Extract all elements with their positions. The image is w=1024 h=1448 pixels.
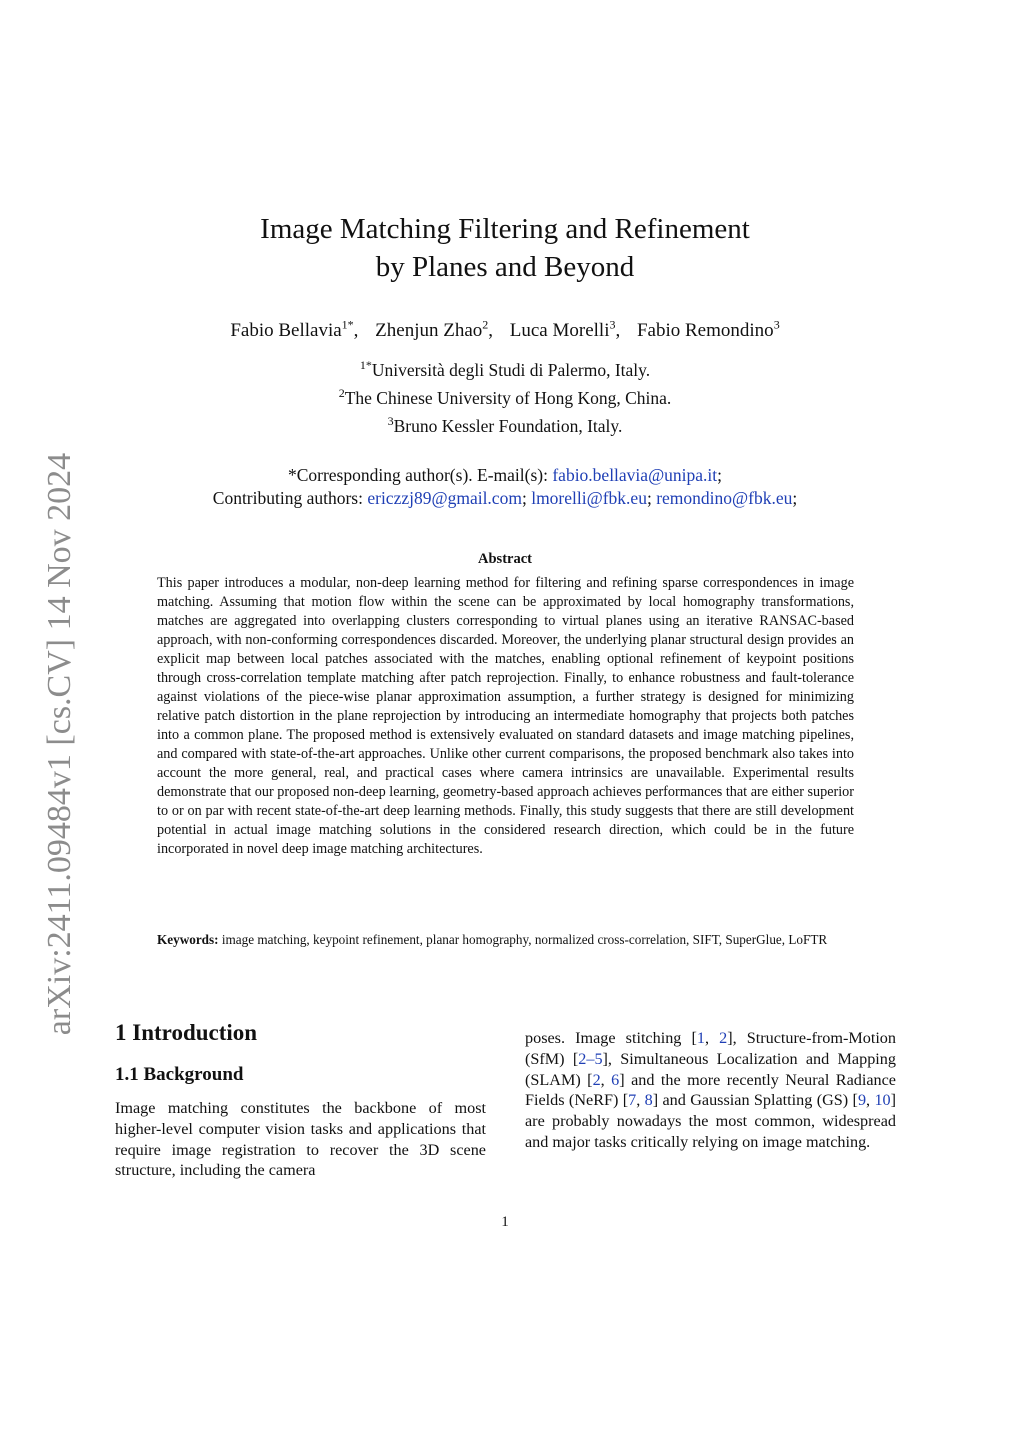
author-list [0,318,1010,342]
author-sep: , [488,320,494,342]
affiliation-text: The Chinese University of Hong Kong, China. [344,387,672,408]
citation-link[interactable]: 2 [592,1070,601,1089]
subsection-heading: 1.1 Background [115,1064,244,1085]
author-sup: 3 [609,318,616,332]
keywords-label: Keywords: [157,932,219,947]
page-number: 1 [501,1214,509,1230]
author [375,320,493,341]
affiliation-sup: 3 [387,413,394,428]
author-name: Fabio Remondino [636,320,774,342]
citation-link[interactable]: 9 [857,1091,867,1110]
arxiv-identifier: arXiv:2411.09484v1 [cs.CV] 14 Nov 2024 [41,452,78,1036]
body-text: , [866,1091,875,1110]
contributing-email-link[interactable]: lmorelli@fbk.eu [531,488,647,508]
contact-block [0,464,1010,510]
author-sup: 2 [482,318,489,332]
author-name: Luca Morelli [509,320,610,342]
body-text: ] and Gaussian Splatting (GS) [ [652,1091,858,1110]
author [510,320,620,341]
body-text: ] are probably nowadays the most common, widespread and major tasks critically relying on image matching. [525,1091,897,1151]
title-line-2: by Planes and Beyond [375,251,635,283]
citation-link[interactable]: 6 [611,1070,620,1089]
affiliation-sup: 1* [359,358,372,372]
citation-link[interactable]: 8 [644,1091,653,1110]
affiliation-sup: 2 [338,385,345,400]
affiliation-text: Bruno Kessler Foundation, Italy. [393,415,623,436]
citation-link[interactable]: 7 [628,1091,637,1110]
keywords [157,932,854,948]
abstract-heading: Abstract [478,551,532,567]
body-column-left: Image matching constitutes the backbone of most higher-level computer vision tasks and applications that require image registration to recover the 3D scene structure, including the camera [115,1099,486,1180]
body-text: , [600,1070,612,1089]
author-sup: 3 [773,318,780,332]
citation-link[interactable]: 10 [874,1091,891,1110]
author [637,320,780,341]
citation-link[interactable]: 2 [719,1029,728,1047]
body-text: , [704,1029,720,1047]
keywords-text: image matching, keypoint refinement, planar homography, normalized cross-correlation, SIFT, SuperGlue, LoFTR [221,932,828,947]
affiliation [0,354,1010,382]
section-heading: 1 Introduction [115,1020,258,1045]
affiliations [0,354,1010,437]
body-column-right [525,1028,896,1153]
contributing-label: Contributing authors: [212,488,363,508]
contributing-line: Contributing authors: ericzzj89@gmail.com; lmorelli@fbk.eu; remondino@fbk.eu; [212,488,798,508]
contributing-email-link[interactable]: ericzzj89@gmail.com [367,488,522,508]
body-text: , [636,1091,645,1110]
citation-link[interactable]: 1 [696,1029,705,1047]
title-line-1: Image Matching Filtering and Refinement [260,213,750,245]
affiliation [0,410,1010,438]
affiliation [0,382,1010,410]
author-name: Zhenjun Zhao [375,320,483,342]
body-text: ], Simultaneous Localization and Mapping (SLAM) [ [525,1049,896,1089]
body-text: poses. Image stitching [ [525,1029,697,1047]
author-sep: , [353,320,359,342]
paper-title [0,210,1010,286]
corresponding-line: *Corresponding author(s). E-mail(s): fabio.bellavia@unipa.it; [287,465,723,485]
author-sep: , [615,320,621,342]
author-name: Fabio Bellavia [230,320,342,342]
author-sup: 1* [341,318,354,332]
contributing-email-link[interactable]: remondino@fbk.eu [656,488,793,508]
citation-link[interactable]: 2–5 [578,1049,603,1068]
affiliation-text: Università degli Studi di Palermo, Italy. [371,359,651,380]
abstract-body: This paper introduces a modular, non-deep learning method for filtering and refining sparse correspondences in image matching. Assuming that motion flow within the scene can be approximated by local homography transformations, matches are aggregated into overlapping clusters corresponding to virtual planes using an iterative RANSAC-based approach, with non-conforming correspondences discarded. Moreover, the underlying planar structural design provides an explicit map between local patches associated with the matches, enabling optional refinement of keypoint positions through cross-correlation template matching after patch reprojection. Finally, to enhance robustness and fault-tolerance against violations of the piece-wise planar approximation assumption, a further strategy is designed for minimizing relative patch distortion in the plane reprojection by introducing an intermediate homography that projects both patches into a common plane. The proposed method is extensively evaluated on standard datasets and image matching pipelines, and compared with state-of-the-art approaches. Unlike other current comparisons, the proposed benchmark also takes into account the more general, real, and practical cases where camera intrinsics are unavailable. Experimental results demonstrate that our proposed non-deep learning, geometry-based approach achieves performances that are either superior to or on par with recent state-of-the-art deep learning methods. Finally, this study suggests that there are still development potential in actual image matching solutions in the considered research direction, which could be in the future incorporated in novel deep image matching architectures. [157,575,854,857]
corresponding-label: *Corresponding author(s). E-mail(s): [287,465,548,485]
body-text: ], Structure-from-Motion (SfM) [ [525,1029,896,1068]
corresponding-email-link[interactable]: fabio.bellavia@unipa.it [552,465,718,485]
author [230,320,358,341]
body-text: ] and the more recently Neural Radiance Fields (NeRF) [ [525,1070,896,1110]
